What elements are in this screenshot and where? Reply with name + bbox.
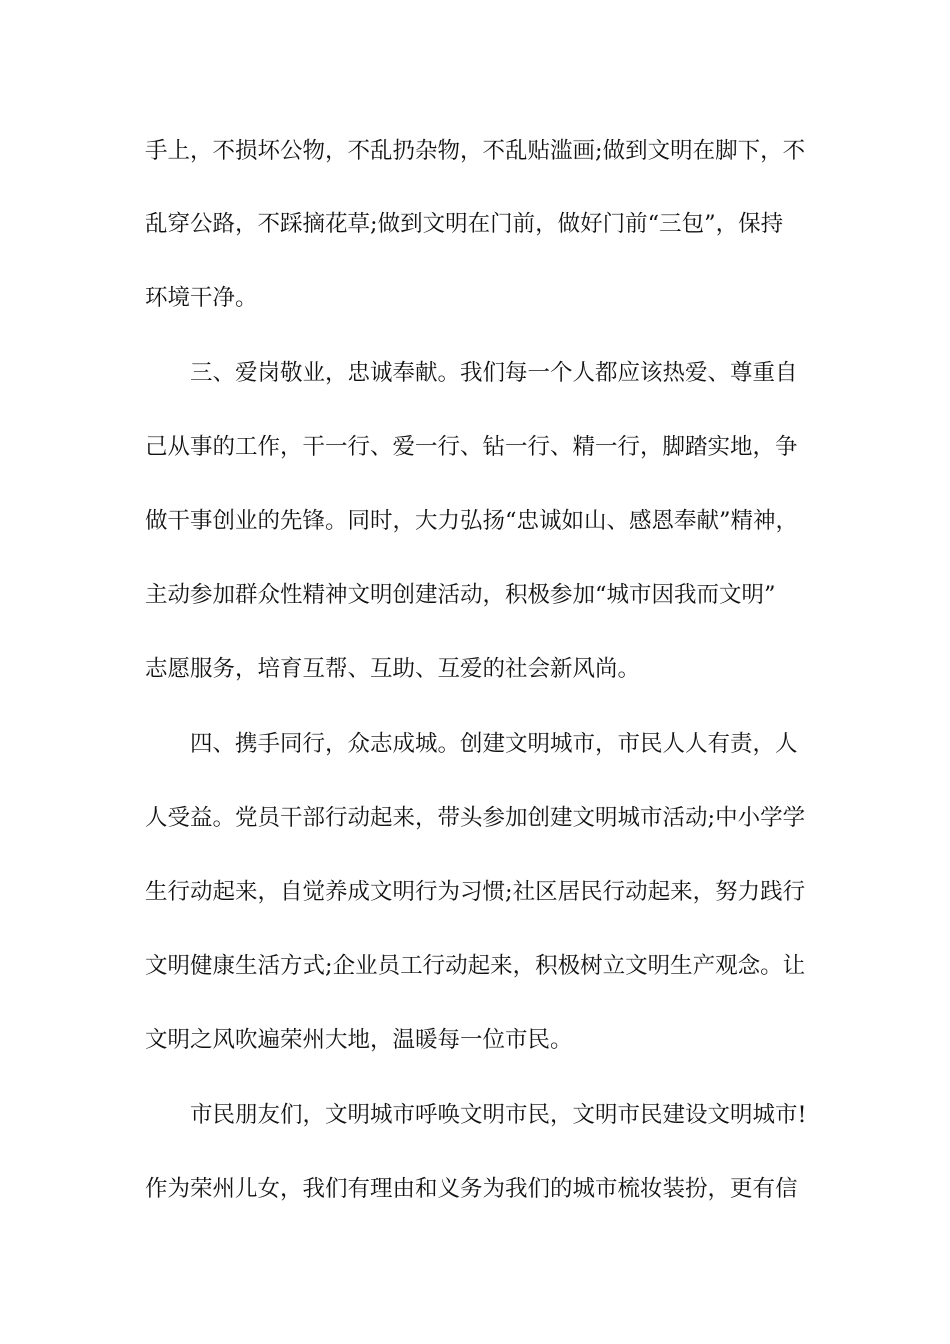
- text-line: 手上，不损坏公物，不乱扔杂物，不乱贴滥画;做到文明在脚下，不: [145, 138, 806, 164]
- text-line: 主动参加群众性精神文明创建活动，积极参加“城市因我而文明”: [145, 582, 776, 608]
- text-line: 作为荣州儿女，我们有理由和义务为我们的城市梳妆装扮，更有信: [145, 1176, 798, 1202]
- section-four-heading-line: 四、携手同行，众志成城。创建文明城市，市民人人有责，人: [190, 731, 798, 757]
- text-line: 环境干净。: [145, 285, 258, 311]
- closing-paragraph-line: 市民朋友们，文明城市呼唤文明市民，文明市民建设文明城市!: [190, 1102, 807, 1128]
- text-line: 己从事的工作，干一行、爱一行、钻一行、精一行，脚踏实地，争: [145, 434, 798, 460]
- text-line: 人受益。党员干部行动起来，带头参加创建文明城市活动;中小学学: [145, 805, 806, 831]
- text-line: 文明健康生活方式;企业员工行动起来，积极树立文明生产观念。让: [145, 953, 806, 979]
- text-line: 生行动起来，自觉养成文明行为习惯;社区居民行动起来，努力践行: [145, 879, 806, 905]
- text-line: 乱穿公路，不踩摘花草;做到文明在门前，做好门前“三包”，保持: [145, 211, 784, 237]
- text-line: 做干事创业的先锋。同时，大力弘扬“忠诚如山、感恩奉献”精神，: [145, 508, 799, 534]
- text-line: 文明之风吹遍荣州大地，温暖每一位市民。: [145, 1027, 573, 1053]
- text-line: 志愿服务，培育互帮、互助、互爱的社会新风尚。: [145, 656, 641, 682]
- section-three-heading-line: 三、爱岗敬业，忠诚奉献。我们每一个人都应该热爱、尊重自: [190, 360, 798, 386]
